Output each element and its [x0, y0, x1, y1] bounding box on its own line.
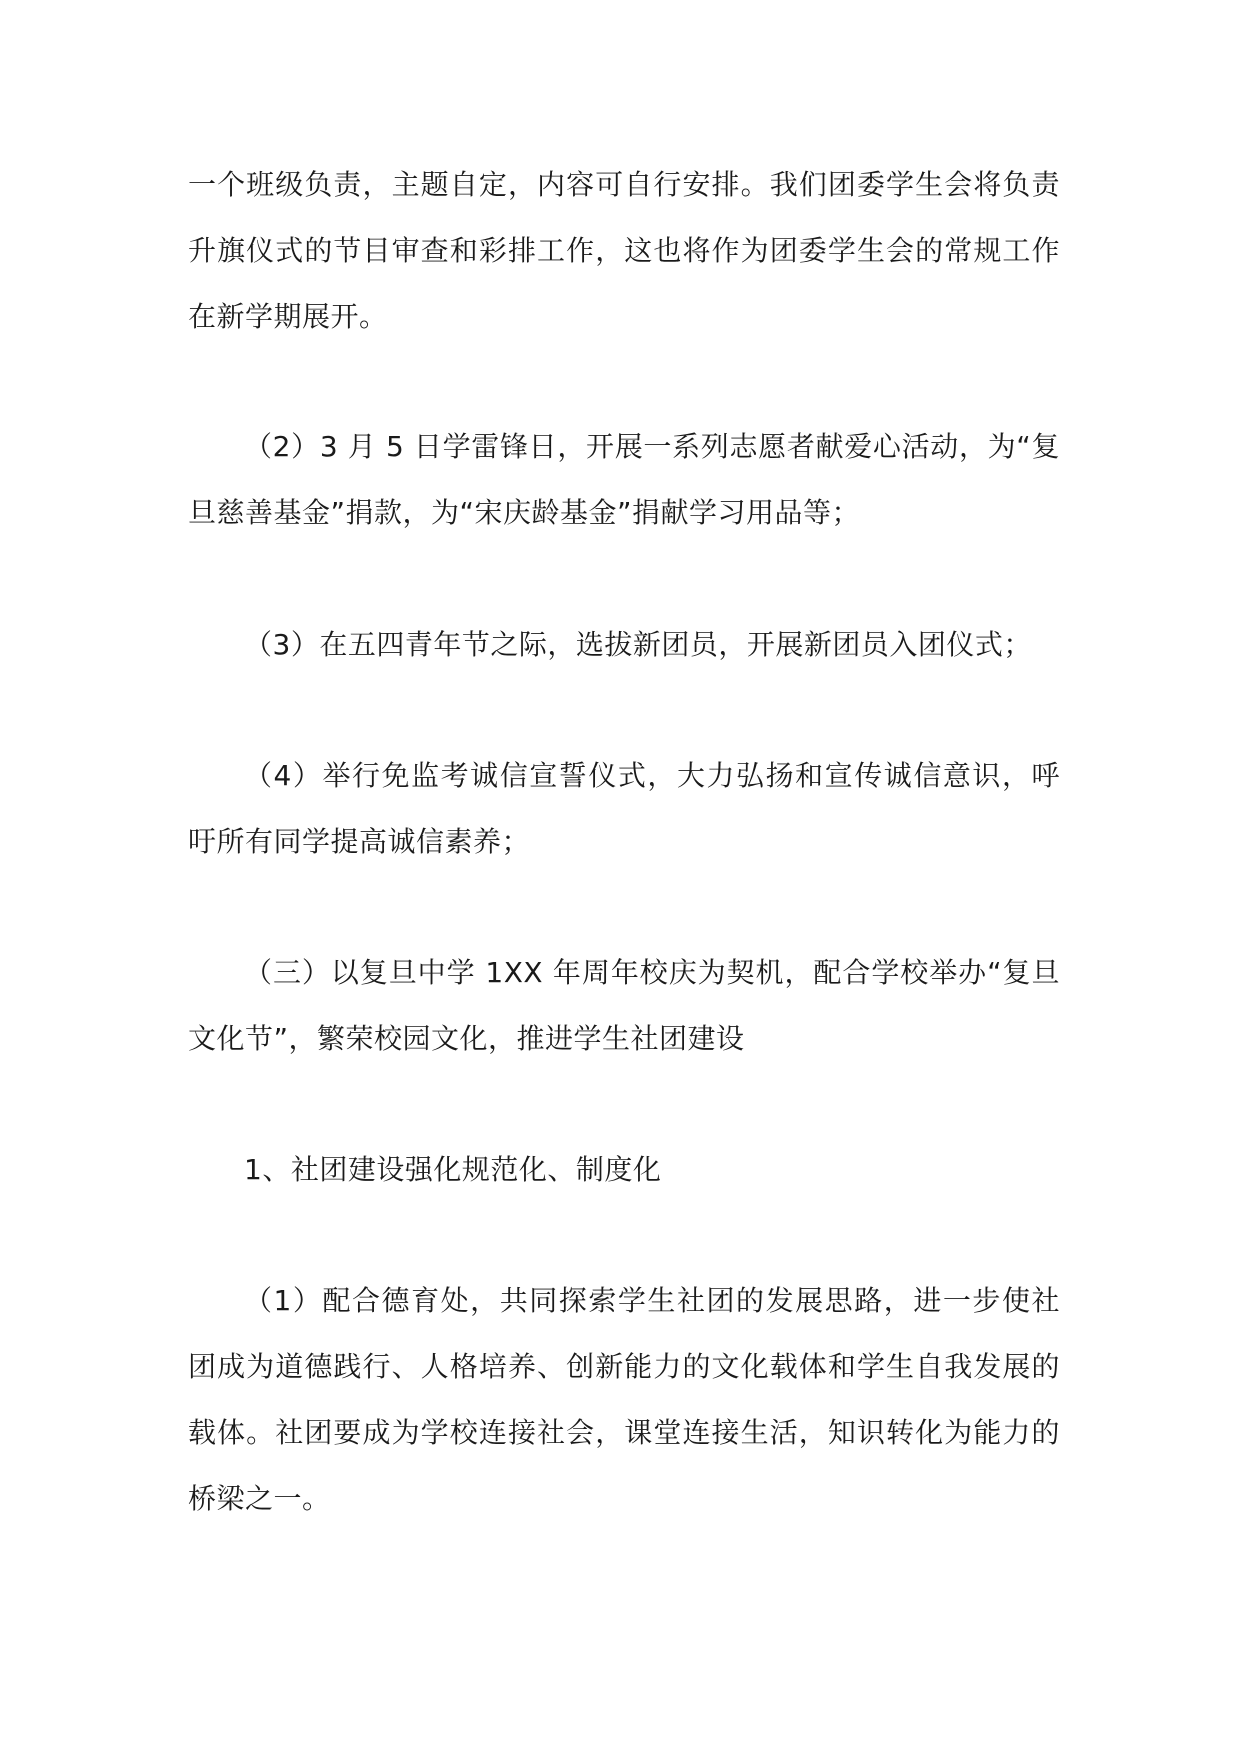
- paragraph-subitem-1: （1）配合德育处，共同探索学生社团的发展思路，进一步使社团成为道德践行、人格培养、创新能力的文化载体和学生自我发展的载体。社团要成为学校连接社会，课堂连接生活，知识转化为能力的桥梁之一。: [188, 1284, 1060, 1515]
- paragraph-item-2: （2）3 月 5 日学雷锋日，开展一系列志愿者献爱心活动，为“复旦慈善基金”捐款，为“宋庆龄基金”捐献学习用品等；: [188, 430, 1060, 529]
- paragraph-item-4: （4）举行免监考诚信宣誓仪式，大力弘扬和宣传诚信意识，呼吁所有同学提高诚信素养；: [188, 759, 1060, 858]
- section-heading-3: （三）以复旦中学 1XX 年周年校庆为契机，配合学校举办“复旦文化节”，繁荣校园文化，推进学生社团建设: [188, 956, 1060, 1055]
- subsection-heading-1: 1、社团建设强化规范化、制度化: [244, 1153, 662, 1186]
- paragraph-continuation: 一个班级负责，主题自定，内容可自行安排。我们团委学生会将负责升旗仪式的节目审查和彩排工作，这也将作为团委学生会的常规工作在新学期展开。: [188, 168, 1060, 333]
- paragraph-item-3: （3）在五四青年节之际，选拔新团员，开展新团员入团仪式；: [244, 628, 1032, 661]
